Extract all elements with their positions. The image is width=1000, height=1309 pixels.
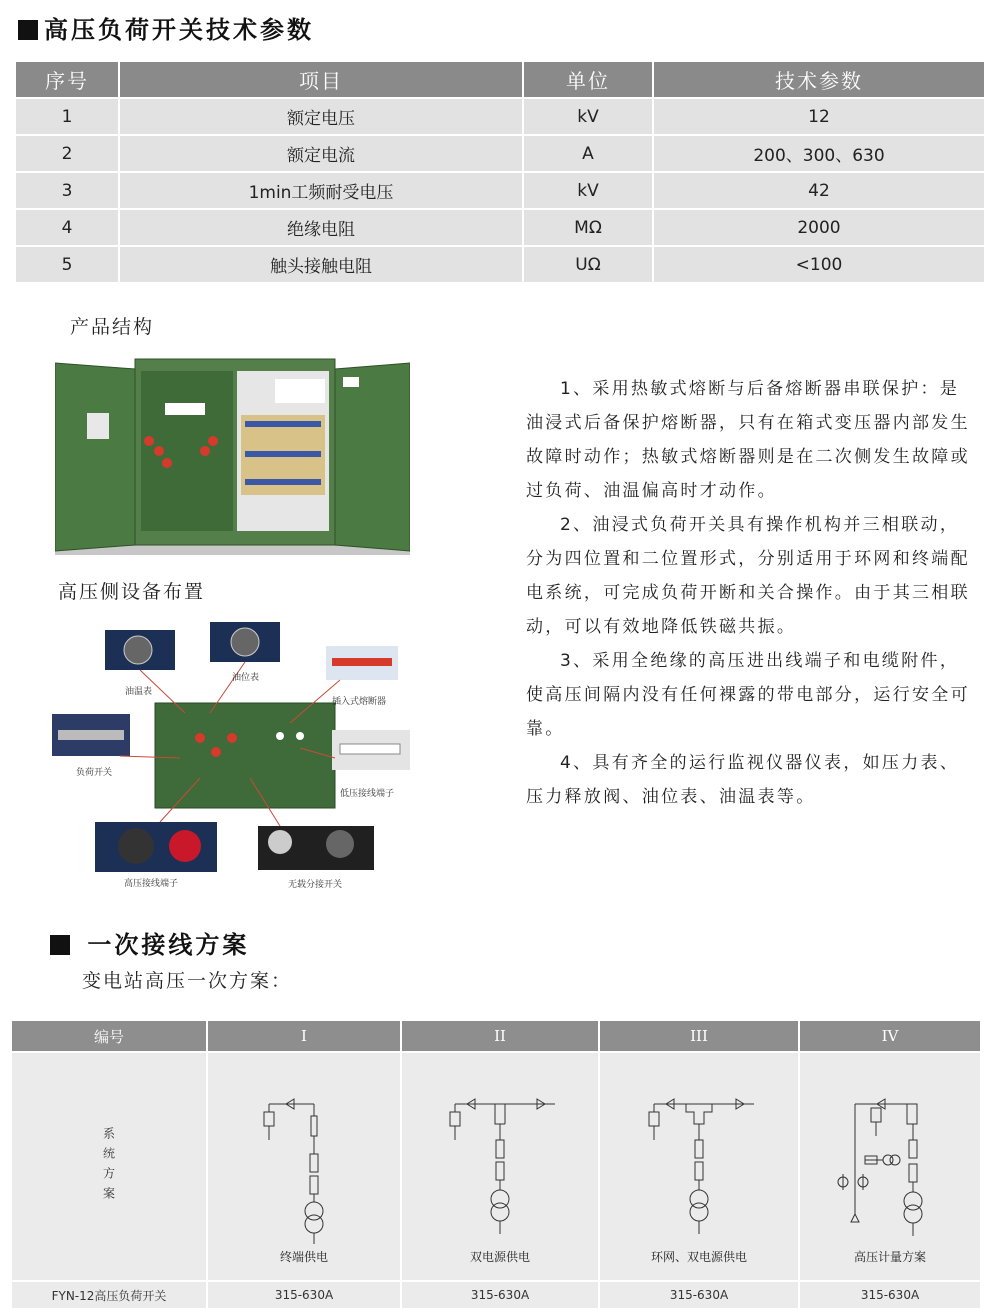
part-label-hv-terminal: 高压接线端子 bbox=[124, 879, 179, 889]
scheme-cell-4 bbox=[799, 1052, 980, 1281]
part-label-load-switch: 负荷开关 bbox=[76, 768, 113, 778]
table-row: 1 额定电压 kV 12 bbox=[16, 98, 984, 135]
row-label-system: 系统方案 bbox=[101, 1126, 116, 1207]
part-label-tap-changer: 无载分接开关 bbox=[288, 880, 343, 890]
header-scheme-4: IV bbox=[799, 1021, 980, 1052]
part-label-lv-terminal: 低压接线端子 bbox=[340, 789, 395, 799]
table-row bbox=[12, 1281, 980, 1308]
table-header-row bbox=[12, 1021, 980, 1052]
header-code: 编号 bbox=[12, 1021, 207, 1052]
header-index: 序号 bbox=[16, 62, 119, 98]
part-label-plug-fuse: 插入式熔断器 bbox=[332, 697, 387, 707]
scheme-caption: 环网、双电源供电 bbox=[650, 1250, 747, 1264]
section-title-wiring: 一次接线方案 bbox=[50, 925, 249, 960]
description-text bbox=[526, 372, 976, 814]
hv-layout-diagram bbox=[50, 618, 420, 898]
rating-cell: 315-630A bbox=[799, 1281, 980, 1308]
part-label-oil-temp: 油温表 bbox=[125, 687, 153, 697]
rating-cell: 315-630A bbox=[207, 1281, 401, 1308]
table-header-row bbox=[16, 62, 984, 98]
scheme-caption: 双电源供电 bbox=[469, 1250, 530, 1264]
table-row: 3 1min工频耐受电压 kV 42 bbox=[16, 172, 984, 209]
wiring-diagram-ring bbox=[644, 1084, 754, 1244]
scheme-caption: 终端供电 bbox=[279, 1250, 328, 1264]
footer-label: FYN-12高压负荷开关 bbox=[12, 1281, 207, 1308]
rating-cell: 315-630A bbox=[599, 1281, 799, 1308]
table-row bbox=[12, 1052, 980, 1281]
wiring-scheme-table bbox=[12, 1021, 980, 1308]
wiring-subtitle: 变电站高压一次方案： bbox=[82, 970, 293, 992]
table-row: 2 额定电流 A 200、300、630 bbox=[16, 135, 984, 172]
header-unit: 单位 bbox=[523, 62, 653, 98]
scheme-cell-2 bbox=[401, 1052, 599, 1281]
tech-params-table bbox=[16, 62, 984, 282]
header-scheme-3: III bbox=[599, 1021, 799, 1052]
square-bullet-icon bbox=[50, 935, 70, 955]
header-item: 项目 bbox=[119, 62, 523, 98]
table-row: 4 绝缘电阻 MΩ 2000 bbox=[16, 209, 984, 246]
scheme-cell-1 bbox=[207, 1052, 401, 1281]
part-label-oil-level: 油位表 bbox=[232, 673, 260, 683]
scheme-caption: 高压计量方案 bbox=[853, 1250, 926, 1264]
wiring-diagram-metering bbox=[835, 1084, 945, 1244]
header-scheme-1: I bbox=[207, 1021, 401, 1052]
hv-layout-graphic bbox=[50, 618, 420, 898]
product-structure-label: 产品结构 bbox=[70, 316, 155, 338]
square-bullet-icon bbox=[18, 20, 38, 40]
description-paragraph: 1、采用热敏式熔断与后备熔断器串联保护：是油浸式后备保护熔断器，只有在箱式变压器内部发生故障时动作；热敏式熔断器则是在二次侧发生故障或过负荷、油温偏高时才动作。 bbox=[526, 379, 970, 501]
hv-layout-label: 高压侧设备布置 bbox=[58, 581, 206, 603]
table-row: 5 触头接触电阻 UΩ <100 bbox=[16, 246, 984, 282]
header-scheme-2: II bbox=[401, 1021, 599, 1052]
header-value: 技术参数 bbox=[653, 62, 984, 98]
description-paragraph: 4、具有齐全的运行监视仪器仪表，如压力表、压力释放阀、油位表、油温表等。 bbox=[526, 753, 960, 807]
description-paragraph: 2、油浸式负荷开关具有操作机构并三相联动，分为四位置和二位置形式，分别适用于环网和终端配电系统，可完成负荷开断和关合操作。由于其三相联动，可以有效地降低铁磁共振。 bbox=[526, 515, 970, 637]
description-paragraph: 3、采用全绝缘的高压进出线端子和电缆附件，使高压间隔内没有任何裸露的带电部分，运行安全可靠。 bbox=[526, 651, 970, 739]
wiring-diagram-terminal bbox=[254, 1084, 354, 1244]
cabinet-photo bbox=[55, 355, 410, 555]
scheme-cell-3 bbox=[599, 1052, 799, 1281]
section-title-tech-params: 高压负荷开关技术参数 bbox=[18, 10, 314, 45]
wiring-diagram-dual-source bbox=[445, 1084, 555, 1244]
rating-cell: 315-630A bbox=[401, 1281, 599, 1308]
